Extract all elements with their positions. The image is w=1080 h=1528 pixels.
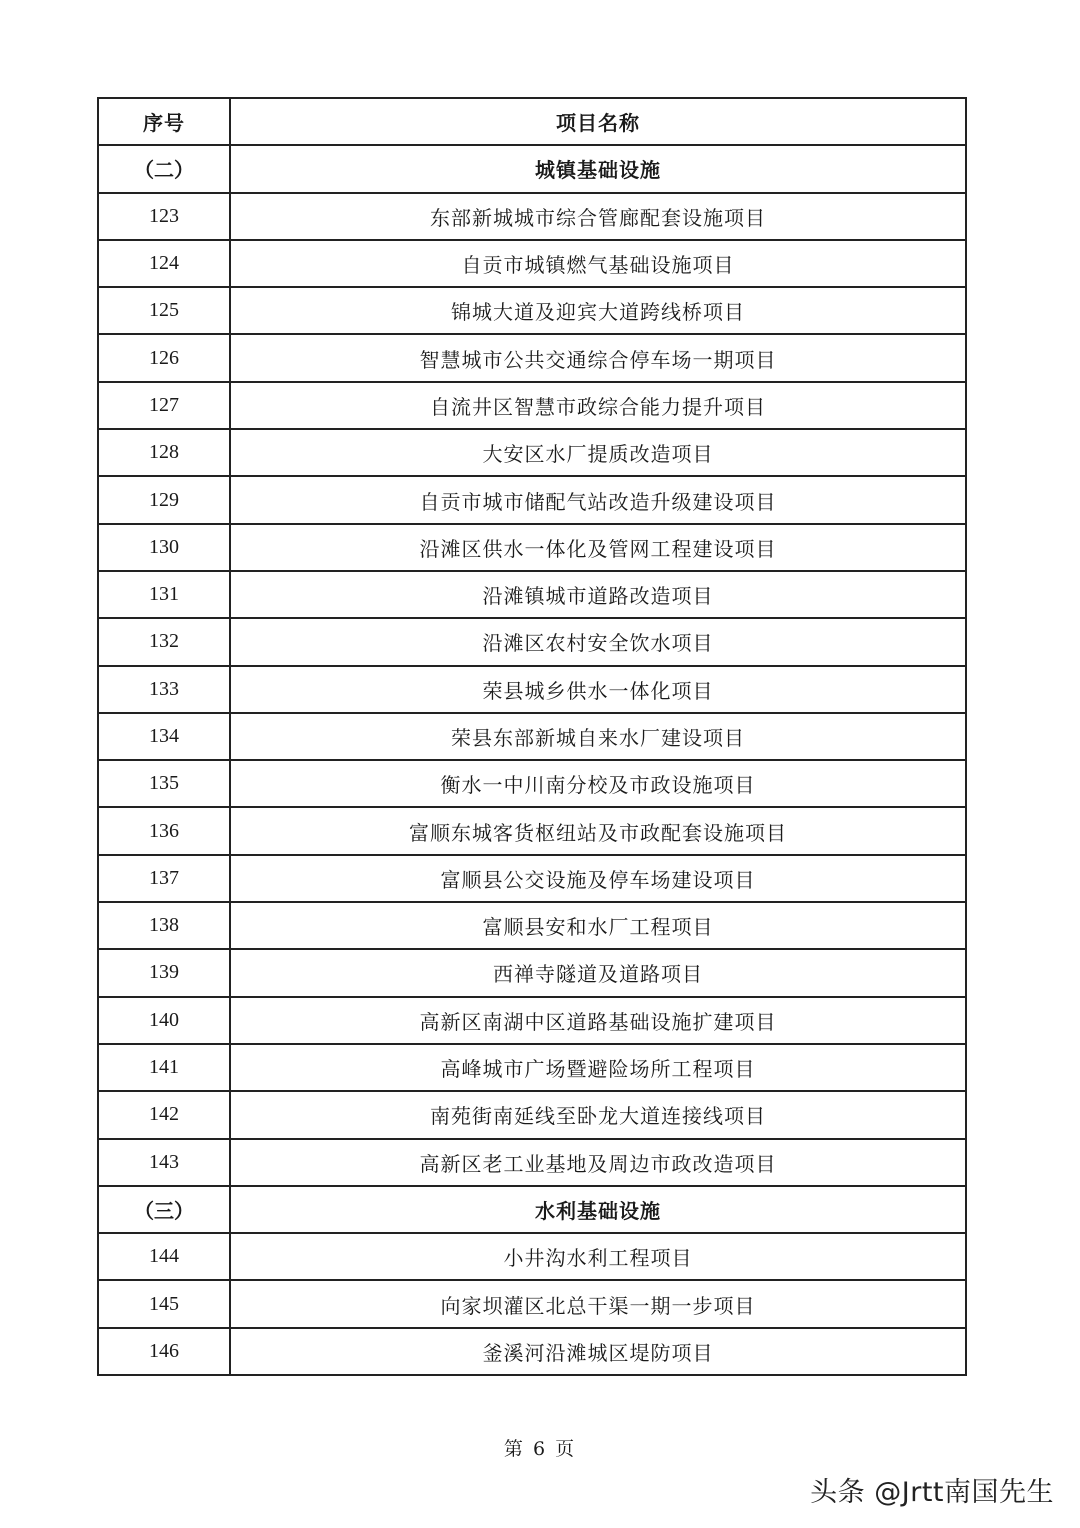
table-row [98, 382, 966, 429]
table-row [98, 855, 966, 902]
page-number: 第 6 页 [503, 1438, 577, 1460]
section-number: （二） [98, 145, 230, 192]
serial-number-cell: 145 [98, 1280, 230, 1327]
table-row [98, 949, 966, 996]
serial-number-cell: 129 [98, 476, 230, 523]
table-row [98, 1280, 966, 1327]
project-name-cell: 南苑街南延线至卧龙大道连接线项目 [230, 1091, 966, 1138]
serial-number-cell: 125 [98, 287, 230, 334]
serial-number-cell: 138 [98, 902, 230, 949]
serial-number-cell: 130 [98, 524, 230, 571]
table-row [98, 666, 966, 713]
table-row [98, 760, 966, 807]
project-name-cell: 高新区老工业基地及周边市政改造项目 [230, 1139, 966, 1186]
serial-number-cell: 146 [98, 1328, 230, 1375]
project-name-cell: 富顺县安和水厂工程项目 [230, 902, 966, 949]
table-body [98, 145, 966, 1375]
table-row [98, 1044, 966, 1091]
table-row [98, 1091, 966, 1138]
project-name-cell: 高峰城市广场暨避险场所工程项目 [230, 1044, 966, 1091]
project-name-cell: 西禅寺隧道及道路项目 [230, 949, 966, 996]
table-row [98, 334, 966, 381]
project-name-cell: 智慧城市公共交通综合停车场一期项目 [230, 334, 966, 381]
table-row [98, 193, 966, 240]
table-header-row [98, 98, 966, 145]
table-row [98, 997, 966, 1044]
project-name-cell: 大安区水厂提质改造项目 [230, 429, 966, 476]
project-name-cell: 自贡市城市储配气站改造升级建设项目 [230, 476, 966, 523]
table-row [98, 713, 966, 760]
section-row [98, 1186, 966, 1233]
watermark-text: 头条 @Jrtt南国先生 [810, 1477, 1054, 1508]
project-name-cell: 沿滩区农村安全饮水项目 [230, 618, 966, 665]
serial-number-cell: 132 [98, 618, 230, 665]
project-name-cell: 小井沟水利工程项目 [230, 1233, 966, 1280]
serial-number-cell: 144 [98, 1233, 230, 1280]
serial-number-cell: 131 [98, 571, 230, 618]
serial-number-cell: 140 [98, 997, 230, 1044]
serial-number-cell: 128 [98, 429, 230, 476]
project-table [97, 97, 967, 1376]
serial-number-cell: 135 [98, 760, 230, 807]
header-project-name: 项目名称 [230, 98, 966, 145]
table-row [98, 287, 966, 334]
serial-number-cell: 126 [98, 334, 230, 381]
serial-number-cell: 123 [98, 193, 230, 240]
serial-number-cell: 136 [98, 807, 230, 854]
table-row [98, 902, 966, 949]
table-row [98, 618, 966, 665]
project-name-cell: 沿滩区供水一体化及管网工程建设项目 [230, 524, 966, 571]
serial-number-cell: 143 [98, 1139, 230, 1186]
table-row [98, 1139, 966, 1186]
project-name-cell: 向家坝灌区北总干渠一期一步项目 [230, 1280, 966, 1327]
section-row [98, 145, 966, 192]
project-name-cell: 自流井区智慧市政综合能力提升项目 [230, 382, 966, 429]
project-name-cell: 富顺东城客货枢纽站及市政配套设施项目 [230, 807, 966, 854]
serial-number-cell: 133 [98, 666, 230, 713]
table-row [98, 571, 966, 618]
project-name-cell: 沿滩镇城市道路改造项目 [230, 571, 966, 618]
serial-number-cell: 127 [98, 382, 230, 429]
serial-number-cell: 137 [98, 855, 230, 902]
project-name-cell: 东部新城城市综合管廊配套设施项目 [230, 193, 966, 240]
project-name-cell: 锦城大道及迎宾大道跨线桥项目 [230, 287, 966, 334]
project-name-cell: 富顺县公交设施及停车场建设项目 [230, 855, 966, 902]
section-title: 水利基础设施 [230, 1186, 966, 1233]
project-name-cell: 高新区南湖中区道路基础设施扩建项目 [230, 997, 966, 1044]
serial-number-cell: 124 [98, 240, 230, 287]
project-name-cell: 釜溪河沿滩城区堤防项目 [230, 1328, 966, 1375]
table-row [98, 240, 966, 287]
project-name-cell: 荣县城乡供水一体化项目 [230, 666, 966, 713]
table-row [98, 1233, 966, 1280]
table-row [98, 807, 966, 854]
table-row [98, 524, 966, 571]
project-name-cell: 自贡市城镇燃气基础设施项目 [230, 240, 966, 287]
serial-number-cell: 141 [98, 1044, 230, 1091]
table-row [98, 476, 966, 523]
section-number: （三） [98, 1186, 230, 1233]
project-name-cell: 荣县东部新城自来水厂建设项目 [230, 713, 966, 760]
serial-number-cell: 134 [98, 713, 230, 760]
serial-number-cell: 142 [98, 1091, 230, 1138]
project-name-cell: 衡水一中川南分校及市政设施项目 [230, 760, 966, 807]
table-row [98, 1328, 966, 1375]
serial-number-cell: 139 [98, 949, 230, 996]
table-row [98, 429, 966, 476]
header-serial-number: 序号 [98, 98, 230, 145]
section-title: 城镇基础设施 [230, 145, 966, 192]
